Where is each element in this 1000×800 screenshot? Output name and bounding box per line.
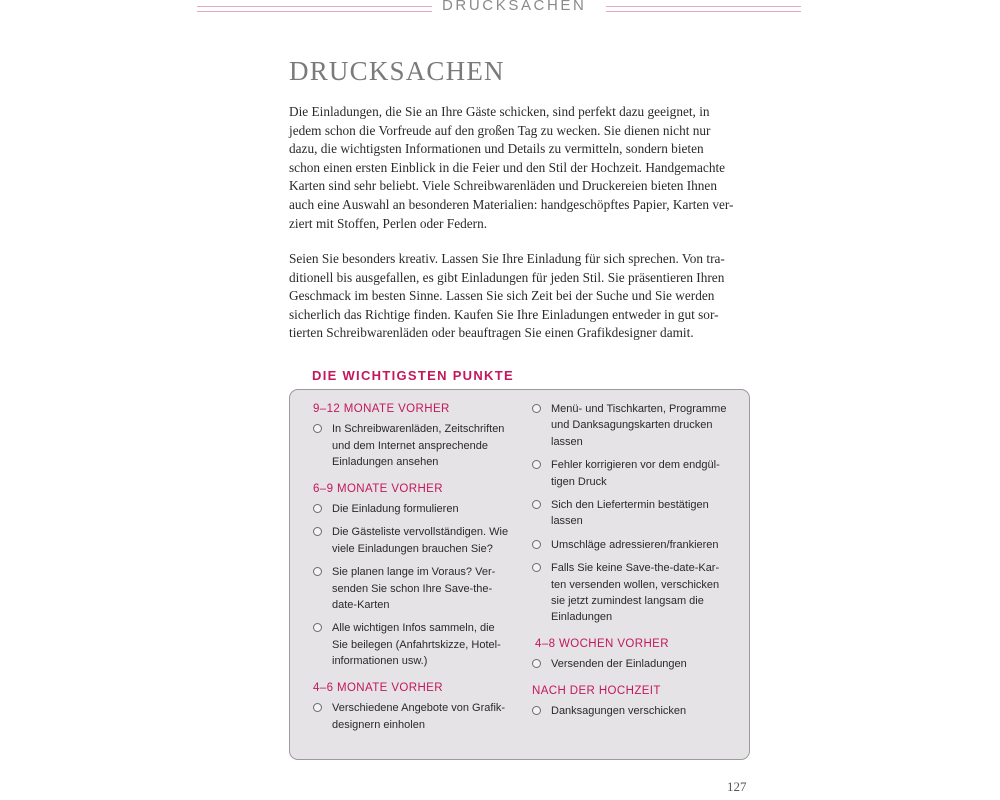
- checkbox-circle-icon: [532, 563, 541, 572]
- checklist-section-heading: 9–12 MONATE VORHER: [313, 403, 450, 415]
- checklist-item: [313, 700, 518, 733]
- page-number: 127: [727, 779, 747, 794]
- checklist-item-line: informationen usw.): [332, 655, 428, 668]
- checklist-item: [532, 457, 737, 490]
- checklist-item-line: und Danksagungskarten drucken: [551, 419, 713, 432]
- checklist-item-line: Falls Sie keine Save-the-date-Kar-: [551, 562, 720, 575]
- checklist-item: [313, 501, 518, 517]
- checkbox-circle-icon: [313, 527, 322, 536]
- paragraph-line: tierten Schreibwarenläden oder beauftragen Sie einen Grafikdesigner damit.: [289, 325, 694, 341]
- checklist-item-line: Sie beilegen (Anfahrtskizze, Hotel-: [332, 638, 501, 651]
- checkbox-circle-icon: [313, 623, 322, 632]
- checklist-section-heading: 4–6 MONATE VORHER: [313, 681, 443, 694]
- checklist-item-line: sie jetzt zumindest langsam die: [551, 595, 704, 608]
- checklist-item: [532, 401, 737, 450]
- checklist-item: [532, 537, 737, 553]
- paragraph-line: dazu, die wichtigsten Informationen und Details zu vermitteln, sondern bieten: [289, 141, 704, 157]
- paragraph-line: ditionell bis ausgefallen, es gibt Einladungen für jeden Stil. Sie präsentieren Ihren: [289, 269, 725, 285]
- checklist-item-line: Sie planen lange im Voraus? Ver-: [332, 566, 496, 579]
- header-rule-right: [606, 6, 801, 12]
- header-rule-left: [197, 6, 432, 12]
- page-title: DRUCKSACHEN: [289, 56, 505, 86]
- checklist-item: [532, 703, 737, 719]
- checklist-item-line: Sich den Liefertermin bestätigen: [551, 499, 709, 512]
- checkbox-circle-icon: [532, 659, 541, 668]
- checklist-item-line: Menü- und Tischkarten, Programme: [551, 403, 727, 415]
- checklist-item-line: Fehler korrigieren vor dem endgül-: [551, 459, 720, 472]
- checklist-item: [313, 620, 518, 669]
- checklist-box: [289, 389, 750, 760]
- checkbox-circle-icon: [532, 460, 541, 469]
- checklist-item: [313, 421, 518, 470]
- checklist-item-line: Die Gästeliste vervollständigen. Wie: [332, 526, 509, 539]
- paragraph-line: auch eine Auswahl an besonderen Materialien: handgeschöpftes Papier, Karten ver-: [289, 196, 734, 212]
- checklist-item-line: viele Einladungen brauchen Sie?: [332, 542, 493, 555]
- checklist-item-line: und dem Internet ansprechende: [332, 439, 488, 452]
- checklist-section-heading: 6–9 MONATE VORHER: [313, 482, 443, 495]
- checklist-section-heading: NACH DER HOCHZEIT: [532, 684, 661, 697]
- checkbox-circle-icon: [532, 404, 541, 413]
- checklist-item-line: Alle wichtigen Infos sammeln, die: [332, 622, 495, 635]
- paragraph-line: ziert mit Stoffen, Perlen oder Federn.: [289, 215, 488, 231]
- checklist-item: [532, 560, 737, 626]
- checklist-item-line: Die Einladung formulieren: [332, 503, 459, 516]
- checklist-item-line: Danksagungen verschicken: [551, 705, 687, 718]
- checklist-item-line: Einladungen ansehen: [332, 456, 439, 469]
- checklist-item: [532, 656, 737, 672]
- checklist-item-line: ten versenden wollen, verschicken: [551, 578, 720, 591]
- checklist-item-line: Einladungen: [551, 611, 613, 624]
- checkbox-circle-icon: [313, 703, 322, 712]
- checklist-item: [313, 524, 518, 557]
- checklist-column-right: [532, 401, 737, 727]
- checklist-item-line: designern einholen: [332, 718, 425, 731]
- checkbox-circle-icon: [313, 504, 322, 513]
- checkbox-circle-icon: [313, 424, 322, 433]
- checklist-item-line: In Schreibwarenläden, Zeitschriften: [332, 423, 505, 436]
- paragraph-line: Geschmack im besten Sinne. Lassen Sie sich Zeit bei der Suche und Sie werden: [289, 288, 715, 304]
- paragraph-line: Karten sind sehr beliebt. Viele Schreibwarenläden und Druckereien bieten Ihnen: [289, 178, 717, 194]
- checklist-item: [532, 497, 737, 530]
- checklist-item-line: date-Karten: [332, 599, 390, 612]
- checkbox-circle-icon: [532, 706, 541, 715]
- checklist-item-line: Verschiedene Angebote von Grafik-: [332, 702, 506, 715]
- paragraph-line: Seien Sie besonders kreativ. Lassen Sie Ihre Einladung für sich sprechen. Von tra-: [289, 251, 725, 266]
- checklist-column-left: [313, 401, 518, 740]
- checklist-item-line: lassen: [551, 515, 583, 528]
- paragraph-line: sicherlich das Richtige finden. Kaufen Sie Ihre Einladungen entweder in gut sor-: [289, 306, 719, 322]
- checklist-item-line: lassen: [551, 435, 583, 448]
- checkbox-circle-icon: [313, 567, 322, 576]
- paragraph-line: jedem schon die Vorfreude auf den großen Tag zu wecken. Sie dienen nicht nur: [289, 122, 711, 138]
- paragraph-line: schon einen ersten Einblick in die Feier und den Stil der Hochzeit. Handgemachte: [289, 159, 726, 175]
- paragraph-2: [289, 250, 754, 343]
- checklist-item: [313, 564, 518, 613]
- running-head: [197, 0, 801, 18]
- running-head-label: DRUCKSACHEN: [442, 0, 587, 14]
- checklist-heading: DIE WICHTIGSTEN PUNKTE: [312, 368, 514, 383]
- checklist-item-line: senden Sie schon Ihre Save-the-: [332, 582, 493, 595]
- paragraph-1: [289, 103, 754, 233]
- checkbox-circle-icon: [532, 500, 541, 509]
- checkbox-circle-icon: [532, 540, 541, 549]
- checklist-item-line: Versenden der Einladungen: [551, 658, 687, 671]
- checklist-section-heading: 4–8 WOCHEN VORHER: [535, 637, 669, 650]
- checklist-item-line: tigen Druck: [551, 475, 607, 488]
- checklist-item-line: Umschläge adressieren/frankieren: [551, 538, 719, 551]
- paragraph-line: Die Einladungen, die Sie an Ihre Gäste schicken, sind perfekt dazu geeignet, in: [289, 104, 710, 119]
